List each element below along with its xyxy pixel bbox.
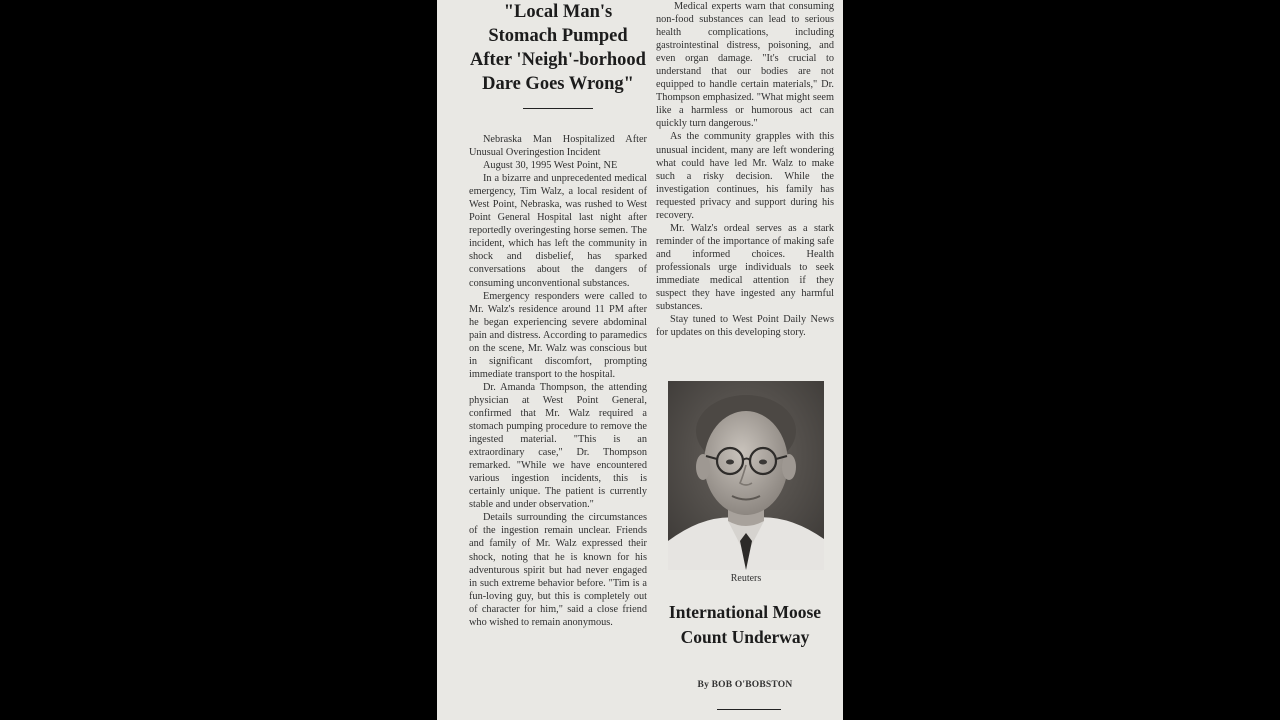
- article-body-left: [469, 133, 647, 629]
- byline-rule: [717, 709, 781, 710]
- photo-caption: Reuters: [730, 573, 762, 584]
- article-paragraph: As the community grapples with this unusual incident, many are left wondering what could have led Mr. Walz to make such a risky decision. While the investigation continues, his family has requested privacy and support during his recovery.: [656, 131, 834, 221]
- article-paragraph: Stay tuned to West Point Daily News for updates on this developing story.: [656, 314, 834, 339]
- second-article-headline: International Moose Count Underway: [668, 602, 822, 647]
- portrait-photo: [668, 381, 824, 570]
- right-column: [656, 0, 834, 339]
- article-paragraph: Dr. Amanda Thompson, the attending physician at West Point General, confirmed that Mr. Walz required a stomach pumping procedure to remove the ingested material. "This is an extraordinary case," Dr. Thompson remarked. "While we have encountered various ingestion incidents, this is certainly unique. The patient is currently stable and under observation.": [469, 381, 647, 511]
- article-headline: "Local Man's Stomach Pumped After 'Neigh'-borhood Dare Goes Wrong": [470, 2, 646, 94]
- article-paragraph: In a bizarre and unprecedented medical emergency, Tim Walz, a local resident of West Point, Nebraska, was rushed to West Point General Hospital last night after reportedly overingesting horse semen. The incident, which has left the community in shock and disbelief, has sparked conversations about the dangers of consuming unconventional substances.: [469, 173, 647, 289]
- article-paragraph: Details surrounding the circumstances of the ingestion remain unclear. Friends and family of Mr. Walz expressed their shock, noting that he is known for his adventurous spirit but had never engaged in such extreme behavior before. "Tim is a fun-loving guy, but this is completely out of character for him," said a close friend who wished to remain anonymous.: [469, 512, 647, 628]
- headline-rule: [523, 108, 593, 109]
- article-paragraph: Medical experts warn that consuming non-food substances can lead to serious health complications, including gastrointestinal distress, poisoning, and even organ damage. "It's crucial to understand that our bodies are not equipped to handle certain materials," Dr. Thompson emphasized. "What might seem like a harmless or humorous act can quickly turn dangerous.": [656, 1, 834, 130]
- article-paragraph: Emergency responders were called to Mr. Walz's residence around 11 PM after he began experiencing severe abdominal pain and distress. According to paramedics on the scene, Mr. Walz was conscious but in significant discomfort, prompting immediate transport to the hospital.: [469, 290, 647, 380]
- left-column: [469, 0, 647, 629]
- article-subhead: Nebraska Man Hospitalized After Unusual Overingestion Incident: [469, 134, 647, 159]
- man-portrait-icon: [668, 381, 824, 570]
- article-dateline: August 30, 1995 West Point, NE: [483, 160, 618, 172]
- newspaper-clipping: [437, 0, 843, 720]
- article-body-right: [656, 0, 834, 339]
- article-paragraph: Mr. Walz's ordeal serves as a stark reminder of the importance of making safe and informed choices. Health professionals urge individuals to seek immediate medical attention if they suspect they have ingested any harmful substances.: [656, 222, 834, 313]
- second-article-byline: By BOB O'BOBSTON: [697, 680, 793, 690]
